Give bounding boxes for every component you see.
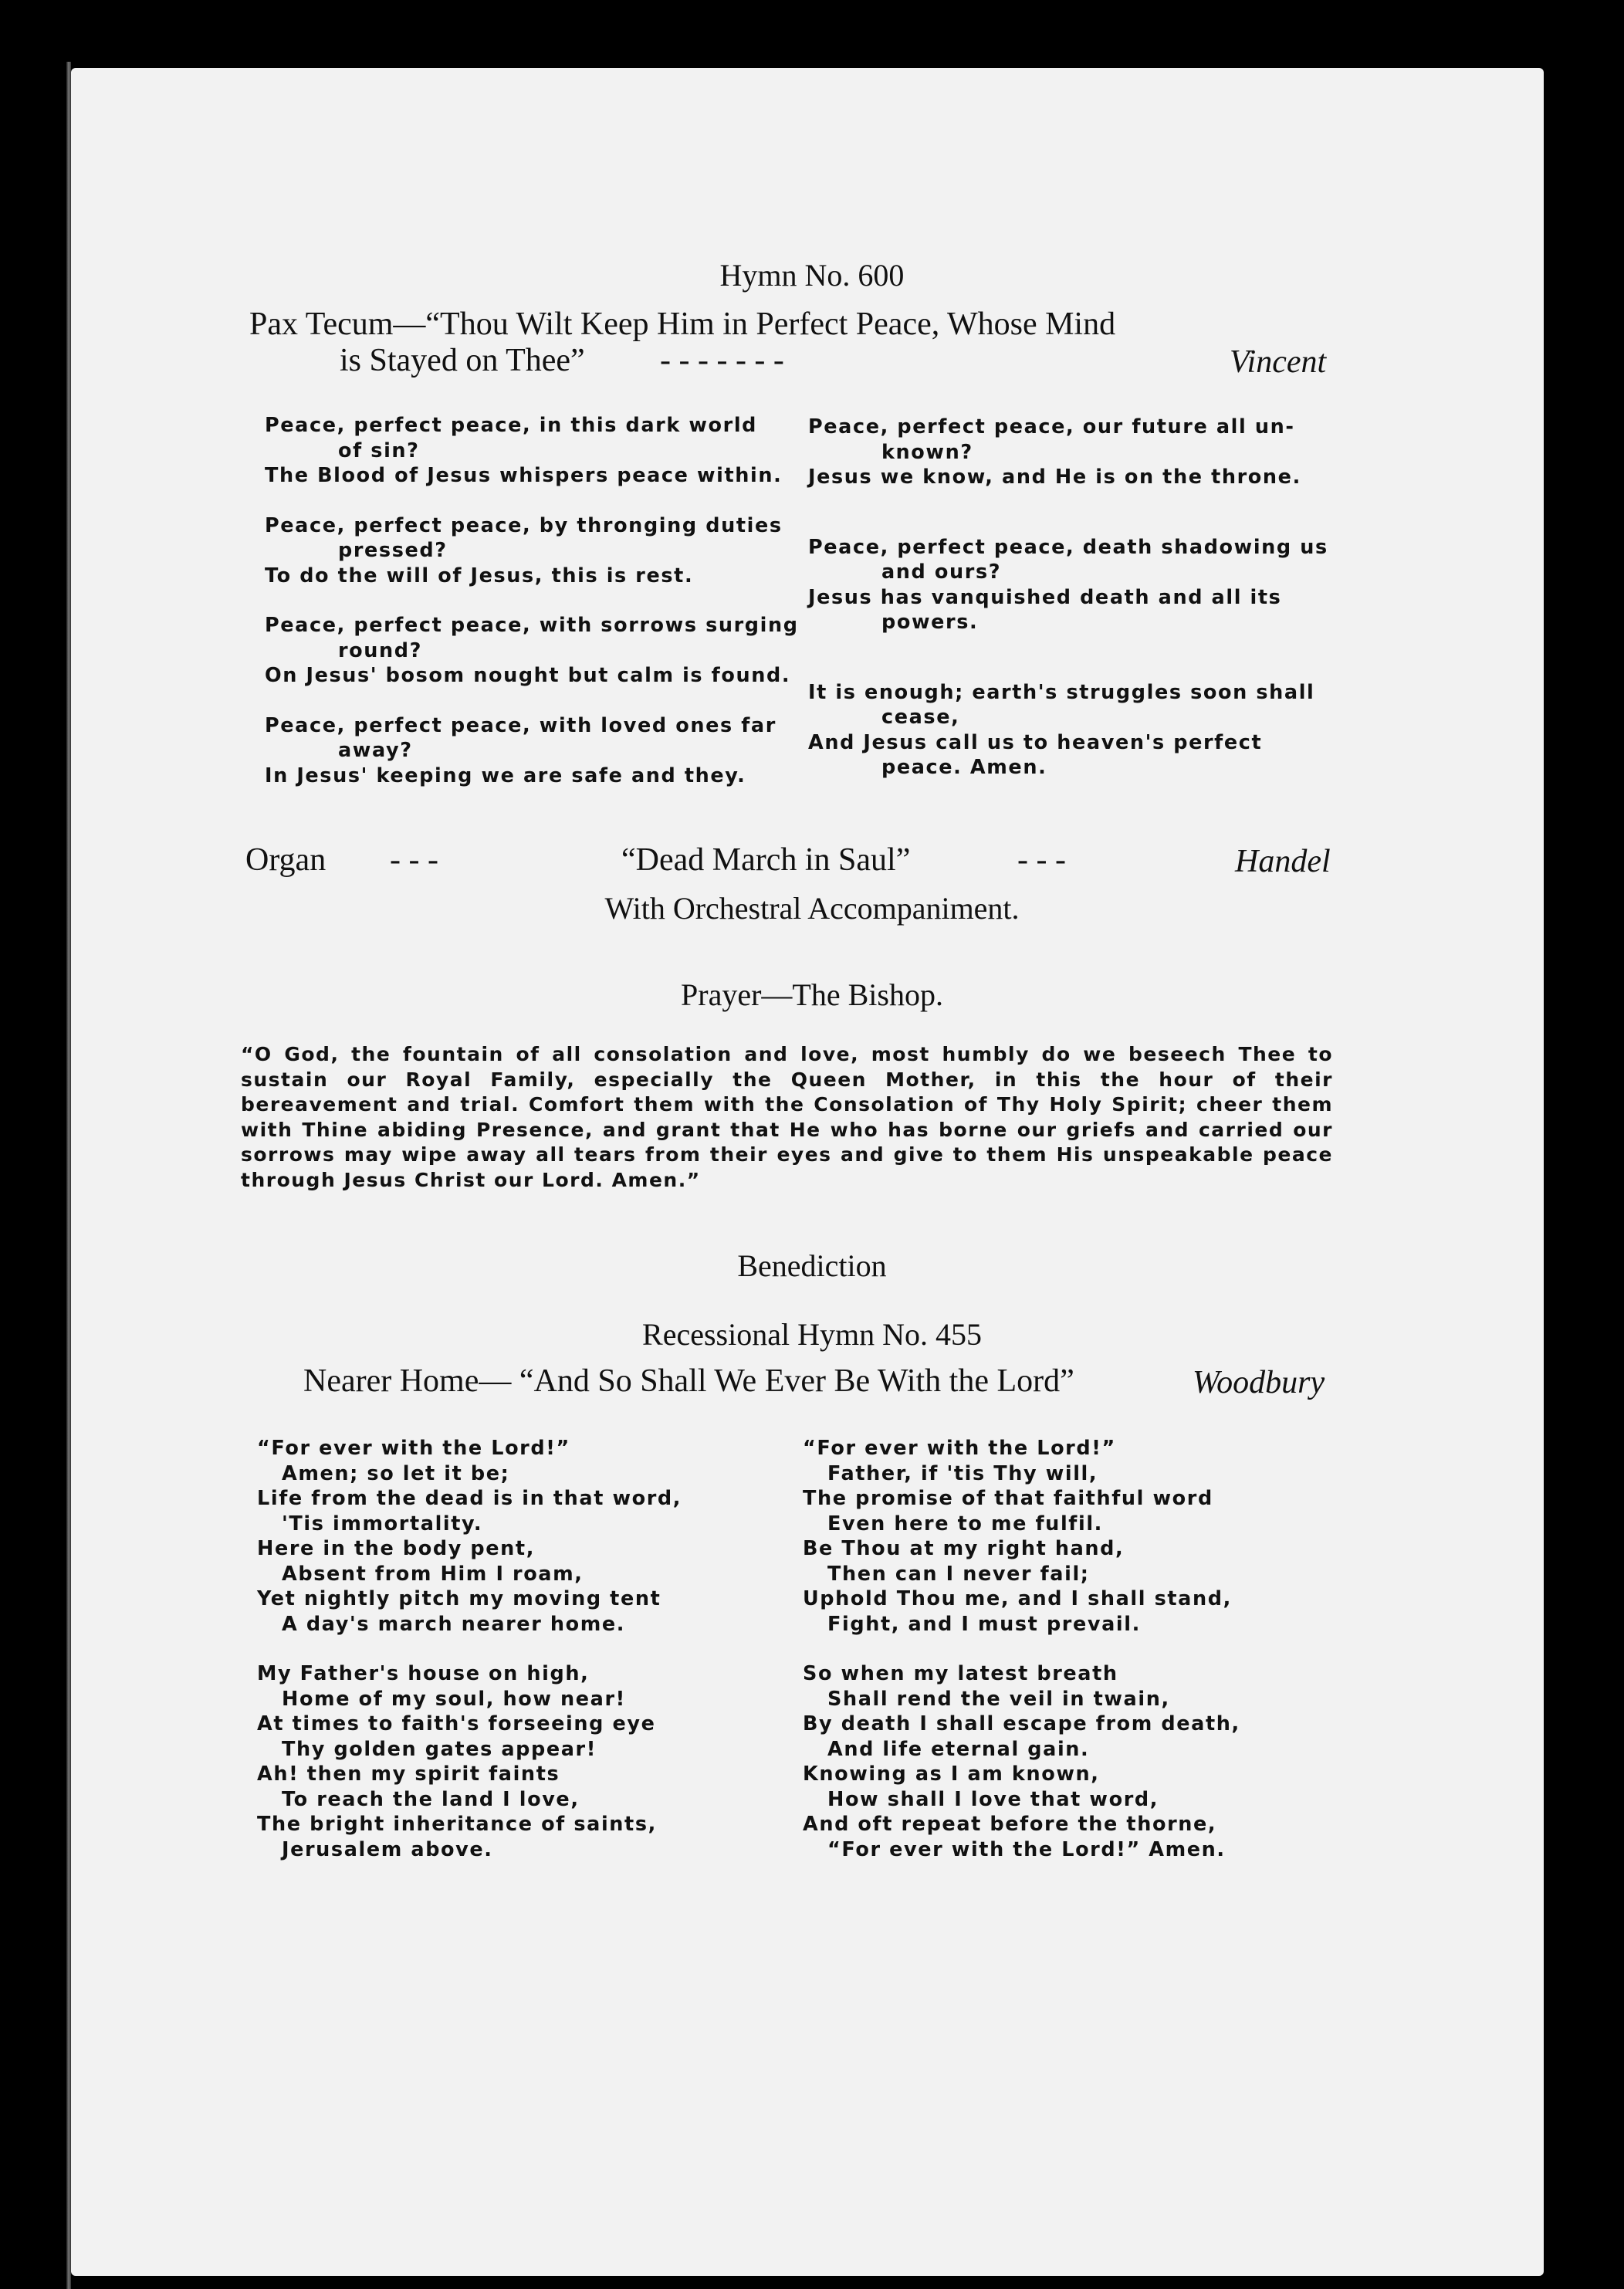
organ-accompaniment: With Orchestral Accompaniment.: [604, 891, 1020, 926]
hymn-455-heading: Recessional Hymn No. 455: [642, 1317, 982, 1352]
verse-line: It is enough; earth's struggles soon shall: [808, 680, 1315, 704]
verse-line: Absent from Him I roam,: [282, 1562, 584, 1586]
verse-line: Thy golden gates appear!: [282, 1737, 597, 1761]
organ-piece-title: “Dead March in Saul”: [621, 842, 911, 878]
hymn-455-composer: Woodbury: [1193, 1365, 1325, 1400]
stanza: [808, 415, 1318, 490]
stanza: [808, 680, 1318, 780]
verse-line: and ours?: [881, 560, 1002, 584]
organ-composer: Handel: [1235, 844, 1331, 879]
hymn-600-title-line-2: is Stayed on Thee”: [340, 343, 585, 378]
hymn-600-heading: Hymn No. 600: [719, 258, 905, 293]
verse-line: The promise of that faithful word: [803, 1487, 1213, 1510]
verse-line: Knowing as I am known,: [803, 1762, 1100, 1786]
organ-dashes-left: - - -: [390, 842, 438, 878]
benediction-heading: Benediction: [737, 1248, 887, 1283]
verse-line: The bright inheritance of saints,: [257, 1813, 657, 1836]
verse-line: Ah! then my spirit faints: [257, 1762, 560, 1786]
verse-line: The Blood of Jesus whispers peace within.: [265, 464, 783, 487]
verse-line: Fight, and I must prevail.: [827, 1612, 1141, 1636]
verse-line: My Father's house on high,: [257, 1662, 590, 1685]
verse-line: Peace, perfect peace, death shadowing us: [808, 535, 1328, 559]
verse-line: powers.: [881, 611, 979, 634]
verse-line: So when my latest breath: [803, 1662, 1118, 1685]
verse-line: cease,: [881, 706, 960, 729]
verse-line: Even here to me fulfil.: [827, 1512, 1103, 1536]
verse-line: Uphold Thou me, and I shall stand,: [803, 1587, 1232, 1610]
hymn-600-leader-dashes: - - - - - - -: [660, 343, 784, 378]
verse-line: Shall rend the veil in twain,: [827, 1687, 1170, 1711]
verse-line: of sin?: [338, 438, 420, 462]
stanza: [808, 535, 1328, 635]
verse-line: By death I shall escape from death,: [803, 1712, 1240, 1735]
hymn-455-verses-right: [803, 1436, 1297, 1887]
verse-line: peace. Amen.: [881, 756, 1047, 779]
verse-line: How shall I love that word,: [827, 1787, 1159, 1811]
organ-dashes-right: - - -: [1017, 842, 1066, 878]
verse-line: Peace, perfect peace, with loved ones far: [265, 713, 776, 737]
hymn-600-composer: Vincent: [1230, 344, 1327, 380]
prayer-text: “O God, the fountain of all consolation and love, most humbly do we beseech Thee to sustain our Royal Family, especially the Queen Mother, in this the hour of their bereavement and trial. Comfort them with the Consolation of Thy Holy Spirit; cheer them with Thine abiding Presence, and grant that He who has borne our griefs and carried our sorrows may wipe away all tears from their eyes and give to them His unspeakable peace through Jesus Christ our Lord. Amen.”: [241, 1043, 1333, 1191]
verse-line: 'Tis immortality.: [282, 1512, 483, 1536]
verse-line: pressed?: [338, 539, 448, 562]
verse-line: To do the will of Jesus, this is rest.: [265, 564, 694, 587]
verse-line: Home of my soul, how near!: [282, 1687, 626, 1711]
verse-line: “For ever with the Lord!”: [257, 1437, 570, 1460]
prayer-heading: Prayer—The Bishop.: [681, 977, 943, 1012]
stanza: [803, 1436, 1297, 1637]
verse-line: “For ever with the Lord!” Amen.: [827, 1837, 1226, 1861]
verse-line: Jesus we know, and He is on the throne.: [808, 466, 1301, 489]
stanza: [257, 1661, 736, 1862]
verse-line: Yet nightly pitch my moving tent: [257, 1587, 661, 1610]
verse-line: Life from the dead is in that word,: [257, 1487, 682, 1510]
verse-line: At times to faith's forseeing eye: [257, 1712, 656, 1735]
verse-line: Father, if 'tis Thy will,: [827, 1461, 1098, 1485]
verse-line: Then can I never fail;: [827, 1562, 1090, 1586]
verse-line: A day's march nearer home.: [282, 1612, 626, 1636]
verse-line: Peace, perfect peace, by thronging duties: [265, 513, 783, 537]
verse-line: Be Thou at my right hand,: [803, 1537, 1125, 1560]
organ-label: Organ: [245, 842, 326, 878]
verse-line: away?: [338, 739, 413, 762]
verse-line: In Jesus' keeping we are safe and they.: [265, 764, 746, 787]
stanza: [265, 613, 799, 689]
verse-line: known?: [881, 440, 973, 464]
hymn-600-title-line-1: Pax Tecum—“Thou Wilt Keep Him in Perfect Peace, Whose Mind: [249, 306, 1116, 342]
hymn-455-title: Nearer Home— “And So Shall We Ever Be With the Lord”: [303, 1363, 1074, 1399]
stanza: [257, 1436, 736, 1637]
verse-line: Amen; so let it be;: [282, 1461, 510, 1485]
hymn-600-verses-right: [808, 415, 1328, 825]
verse-line: Jerusalem above.: [282, 1837, 493, 1861]
stanza: [265, 513, 783, 589]
stanza: [265, 413, 783, 489]
verse-line: And oft repeat before the thorne,: [803, 1813, 1217, 1836]
hymn-600-verses-left: [265, 413, 799, 813]
verse-line: To reach the land I love,: [282, 1787, 580, 1811]
verse-line: And life eternal gain.: [827, 1737, 1090, 1761]
verse-line: Peace, perfect peace, with sorrows surging: [265, 614, 799, 637]
verse-line: round?: [338, 638, 423, 662]
verse-line: And Jesus call us to heaven's perfect: [808, 730, 1263, 754]
verse-line: Jesus has vanquished death and all its: [808, 585, 1282, 609]
hymn-455-verses-left: [257, 1436, 736, 1887]
verse-line: Here in the body pent,: [257, 1537, 535, 1560]
verse-line: Peace, perfect peace, our future all un-: [808, 415, 1295, 438]
stanza: [803, 1661, 1297, 1862]
verse-line: Peace, perfect peace, in this dark world: [265, 414, 758, 437]
stanza: [265, 713, 774, 789]
verse-line: “For ever with the Lord!”: [803, 1437, 1116, 1460]
verse-line: On Jesus' bosom nought but calm is found.: [265, 664, 791, 687]
